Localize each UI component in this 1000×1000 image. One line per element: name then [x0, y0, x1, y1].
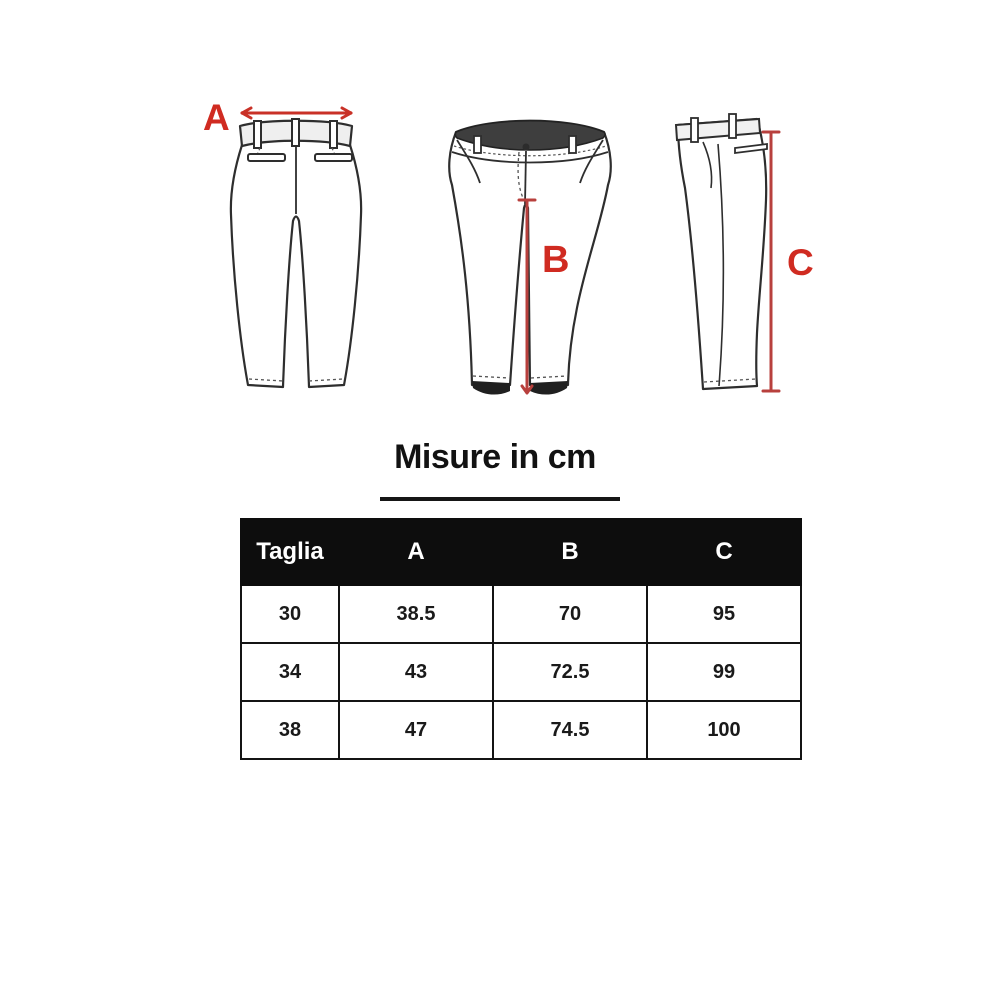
belt-loop [292, 119, 299, 146]
col-header-c: C [647, 519, 801, 585]
cell-measure-b: 70 [493, 585, 647, 643]
hem-dark [472, 381, 510, 395]
cell-measure-c: 100 [647, 701, 801, 759]
measure-label-c: C [787, 242, 814, 283]
size-row-34 [241, 643, 801, 701]
belt-loop [330, 121, 337, 148]
size-table-header-row [241, 519, 801, 585]
pants-front-body [449, 121, 611, 395]
cell-measure-c: 99 [647, 643, 801, 701]
title-underline [380, 497, 620, 501]
button [523, 144, 530, 151]
cell-measure-c: 95 [647, 585, 801, 643]
size-row-38 [241, 701, 801, 759]
belt-loop [474, 136, 481, 153]
fly-seam [525, 151, 526, 204]
pants-front-view-drawing [440, 88, 620, 408]
measure-label-b: B [542, 239, 570, 281]
pants-back-body [231, 119, 361, 387]
col-header-taglia: Taglia [241, 519, 339, 585]
belt-loop [254, 121, 261, 148]
size-table [240, 518, 802, 760]
pants-side-body [676, 114, 767, 389]
col-header-a: A [339, 519, 493, 585]
col-header-b: B [493, 519, 647, 585]
cell-measure-b: 74.5 [493, 701, 647, 759]
back-pocket-welt [248, 154, 285, 161]
belt-loop [569, 136, 576, 153]
hem-dark [530, 381, 568, 395]
measure-label-a: A [203, 97, 230, 138]
pants-back-view-drawing [205, 88, 385, 408]
cell-measure-b: 72.5 [493, 643, 647, 701]
cell-size: 38 [241, 701, 339, 759]
measure-arrow-a [242, 108, 351, 118]
cell-measure-a: 43 [339, 643, 493, 701]
cell-size: 34 [241, 643, 339, 701]
cell-measure-a: 47 [339, 701, 493, 759]
cell-size: 30 [241, 585, 339, 643]
back-pocket-welt [315, 154, 352, 161]
size-row-30 [241, 585, 801, 643]
belt-loop [729, 114, 736, 138]
page-title: Misure in cm [394, 438, 596, 476]
belt-loop [691, 118, 698, 142]
cell-measure-a: 38.5 [339, 585, 493, 643]
